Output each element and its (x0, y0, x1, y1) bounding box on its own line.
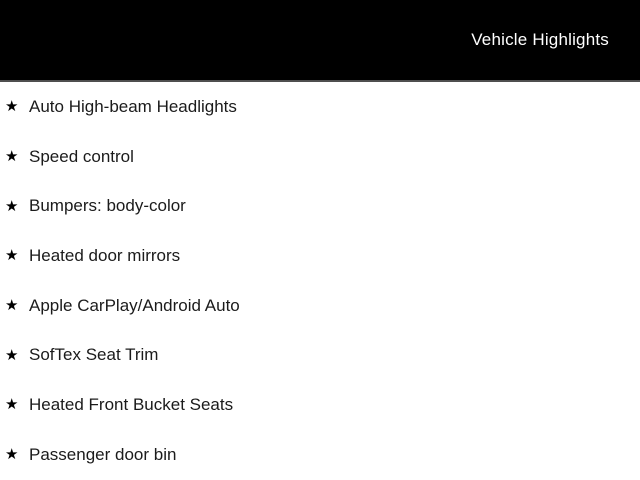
star-icon: ★ (5, 148, 19, 166)
list-item (0, 231, 640, 281)
page-title: Vehicle Highlights (471, 30, 609, 49)
star-icon: ★ (5, 98, 19, 116)
list-item (0, 281, 640, 331)
list-item-label: Passenger door bin (29, 444, 177, 464)
list-item-label: Apple CarPlay/Android Auto (29, 295, 240, 315)
highlights-list (0, 82, 640, 480)
list-item (0, 82, 640, 132)
star-icon: ★ (5, 197, 19, 215)
list-item-label: Speed control (29, 146, 134, 166)
star-icon: ★ (5, 396, 19, 414)
list-item (0, 430, 640, 480)
list-item (0, 380, 640, 430)
list-item (0, 181, 640, 231)
list-item-label: Bumpers: body-color (29, 196, 186, 216)
list-item-label: Heated Front Bucket Seats (29, 394, 234, 414)
star-icon: ★ (5, 446, 19, 464)
list-item (0, 330, 640, 380)
header-bar (0, 0, 640, 82)
list-item-label: Heated door mirrors (29, 245, 181, 265)
list-item (0, 132, 640, 182)
star-icon: ★ (5, 247, 19, 265)
list-item-label: SofTex Seat Trim (29, 345, 159, 365)
star-icon: ★ (5, 346, 19, 364)
list-item-label: Auto High-beam Headlights (29, 96, 237, 116)
star-icon: ★ (5, 297, 19, 315)
